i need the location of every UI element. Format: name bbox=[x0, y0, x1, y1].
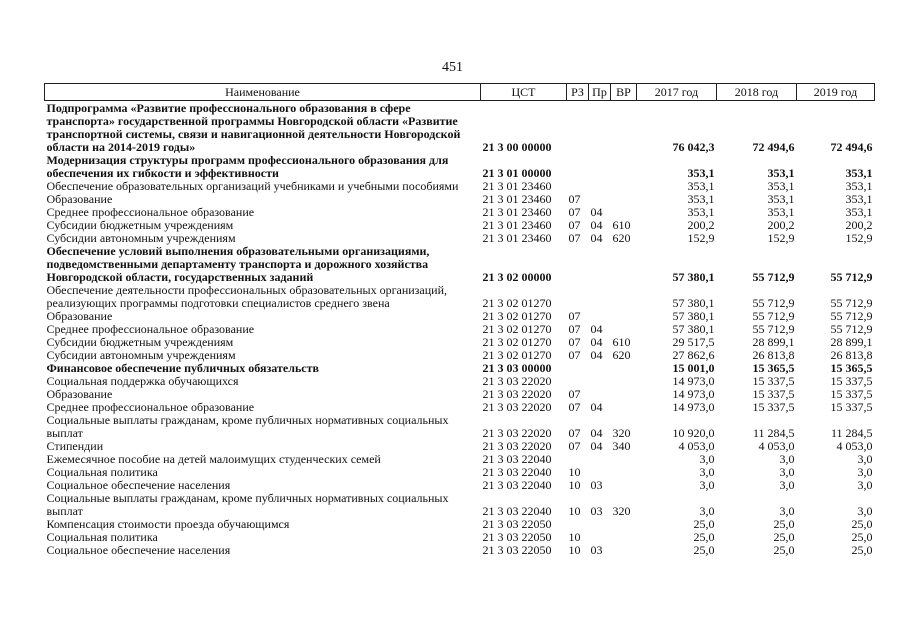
cell-vr bbox=[611, 284, 637, 310]
cell-pr: 04 bbox=[590, 348, 603, 362]
cell-2017: 353,1 bbox=[687, 179, 715, 193]
cell-vr bbox=[611, 310, 637, 323]
cell-2019: 25,0 bbox=[851, 517, 873, 531]
cell-2019: 55 712,9 bbox=[830, 296, 873, 310]
cell-2018: 3,0 bbox=[779, 452, 795, 466]
cell-2017: 14 973,0 bbox=[672, 387, 715, 401]
cell-rz: 07 bbox=[568, 400, 581, 414]
cell-2017: 29 517,5 bbox=[672, 335, 715, 349]
cell-rz: 07 bbox=[568, 426, 581, 440]
cell-name: Обеспечение деятельности профессиональных образовательных организаций, реализующих программы подготовки специалистов среднего звена bbox=[46, 283, 447, 310]
cell-vr: 340 bbox=[612, 439, 631, 453]
cell-2019: 353,1 bbox=[845, 179, 873, 193]
cell-name: Образование bbox=[46, 309, 113, 323]
cell-cst: 21 3 01 23460 bbox=[482, 218, 552, 232]
cell-2017: 353,1 bbox=[687, 192, 715, 206]
cell-vr bbox=[611, 479, 637, 492]
cell-pr: 04 bbox=[590, 231, 603, 245]
cell-2019: 353,1 bbox=[845, 205, 873, 219]
cell-2017: 3,0 bbox=[699, 478, 715, 492]
cell-cst: 21 3 03 22040 bbox=[482, 504, 552, 518]
header-rz: РЗ bbox=[567, 84, 589, 101]
cell-vr: 320 bbox=[612, 504, 631, 518]
cell-rz: 07 bbox=[568, 439, 581, 453]
cell-pr bbox=[589, 154, 611, 180]
cell-rz bbox=[567, 362, 589, 375]
table-header bbox=[45, 84, 875, 101]
cell-rz: 07 bbox=[568, 205, 581, 219]
cell-vr bbox=[611, 193, 637, 206]
cell-2018: 25,0 bbox=[773, 517, 795, 531]
cell-cst: 21 3 02 01270 bbox=[482, 309, 552, 323]
cell-vr bbox=[611, 388, 637, 401]
cell-2018: 55 712,9 bbox=[752, 322, 795, 336]
cell-2019: 25,0 bbox=[851, 530, 873, 544]
cell-name: Социальная политика bbox=[46, 530, 158, 544]
cell-2019: 3,0 bbox=[857, 465, 873, 479]
cell-cst: 21 3 01 23460 bbox=[482, 205, 552, 219]
cell-name: Социальное обеспечение населения bbox=[46, 478, 231, 492]
cell-rz bbox=[567, 284, 589, 310]
table-row bbox=[45, 544, 875, 557]
cell-2017: 10 920,0 bbox=[672, 426, 715, 440]
table-row bbox=[45, 518, 875, 531]
cell-name: Ежемесячное пособие на детей малоимущих студенческих семей bbox=[46, 452, 381, 466]
header-pr: Пр bbox=[589, 84, 611, 101]
cell-rz: 07 bbox=[568, 348, 581, 362]
cell-2017: 152,9 bbox=[687, 231, 715, 245]
cell-2018: 353,1 bbox=[767, 166, 795, 180]
cell-rz: 07 bbox=[568, 231, 581, 245]
table-row bbox=[45, 284, 875, 310]
cell-name: Социальные выплаты гражданам, кроме публичных нормативных социальных выплат bbox=[46, 413, 449, 440]
cell-rz: 07 bbox=[568, 218, 581, 232]
cell-2019: 15 365,5 bbox=[830, 361, 873, 375]
table-row bbox=[45, 453, 875, 466]
cell-vr: 610 bbox=[612, 335, 631, 349]
cell-2018: 3,0 bbox=[779, 504, 795, 518]
cell-rz: 07 bbox=[568, 309, 581, 323]
cell-vr bbox=[611, 544, 637, 557]
cell-pr bbox=[589, 180, 611, 193]
cell-cst: 21 3 02 01270 bbox=[482, 335, 552, 349]
cell-vr bbox=[611, 531, 637, 544]
cell-cst: 21 3 03 22020 bbox=[482, 374, 552, 388]
cell-rz: 07 bbox=[568, 387, 581, 401]
cell-2019: 15 337,5 bbox=[830, 387, 873, 401]
cell-2017: 57 380,1 bbox=[672, 296, 715, 310]
cell-2017: 3,0 bbox=[699, 452, 715, 466]
cell-name: Компенсация стоимости проезда обучающимся bbox=[46, 517, 290, 531]
cell-2017: 3,0 bbox=[699, 465, 715, 479]
cell-2017: 57 380,1 bbox=[672, 309, 715, 323]
cell-pr: 03 bbox=[590, 478, 603, 492]
cell-name: Субсидии автономным учреждениям bbox=[46, 231, 236, 245]
cell-cst: 21 3 03 22040 bbox=[482, 452, 552, 466]
cell-2018: 15 337,5 bbox=[752, 374, 795, 388]
cell-2019: 11 284,5 bbox=[830, 426, 873, 440]
cell-2018: 3,0 bbox=[779, 478, 795, 492]
cell-cst: 21 3 03 00000 bbox=[482, 361, 552, 375]
cell-cst: 21 3 03 22050 bbox=[482, 530, 552, 544]
page-number: 451 bbox=[442, 60, 463, 75]
header-2017: 2017 год bbox=[637, 84, 717, 101]
cell-name: Социальные выплаты гражданам, кроме публичных нормативных социальных выплат bbox=[46, 491, 449, 518]
cell-vr: 620 bbox=[612, 231, 631, 245]
cell-cst: 21 3 02 01270 bbox=[482, 322, 552, 336]
cell-rz: 07 bbox=[568, 335, 581, 349]
table-row bbox=[45, 101, 875, 155]
cell-cst: 21 3 03 22020 bbox=[482, 426, 552, 440]
header-2019: 2019 год bbox=[797, 84, 875, 101]
cell-name: Обеспечение образовательных организаций учебниками и учебными пособиями bbox=[46, 179, 459, 193]
header-row bbox=[45, 84, 875, 101]
cell-2017: 25,0 bbox=[693, 530, 715, 544]
cell-pr: 04 bbox=[590, 439, 603, 453]
table-row bbox=[45, 375, 875, 388]
cell-name: Социальное обеспечение населения bbox=[46, 543, 231, 557]
cell-2019: 353,1 bbox=[845, 166, 873, 180]
cell-2019: 3,0 bbox=[857, 452, 873, 466]
cell-name: Стипендии bbox=[46, 439, 104, 453]
cell-pr bbox=[589, 101, 611, 155]
cell-2019: 3,0 bbox=[857, 478, 873, 492]
cell-pr bbox=[589, 518, 611, 531]
cell-2019: 25,0 bbox=[851, 543, 873, 557]
cell-rz: 10 bbox=[568, 465, 581, 479]
cell-name: Подпрограмма «Развитие профессионального образования в сфере транспорта» государственной программы Новгородской области «Развитие транспортной системы, связи и навигационной деятельности Новгородской области на 2014-2019 годы» bbox=[46, 101, 461, 154]
cell-2018: 25,0 bbox=[773, 530, 795, 544]
cell-2019: 3,0 bbox=[857, 504, 873, 518]
header-vr: ВР bbox=[611, 84, 637, 101]
cell-2019: 72 494,6 bbox=[830, 140, 873, 154]
table-row bbox=[45, 180, 875, 193]
cell-2019: 26 813,8 bbox=[830, 348, 873, 362]
cell-name: Образование bbox=[46, 192, 113, 206]
cell-vr: 610 bbox=[612, 218, 631, 232]
cell-2019: 200,2 bbox=[845, 218, 873, 232]
cell-2017: 76 042,3 bbox=[672, 140, 715, 154]
cell-2018: 28 899,1 bbox=[752, 335, 795, 349]
cell-name: Субсидии бюджетным учреждениям bbox=[46, 218, 234, 232]
cell-2017: 14 973,0 bbox=[672, 374, 715, 388]
cell-2018: 55 712,9 bbox=[752, 296, 795, 310]
cell-rz: 07 bbox=[568, 192, 581, 206]
cell-cst: 21 3 03 22040 bbox=[482, 465, 552, 479]
table-row bbox=[45, 492, 875, 518]
cell-2019: 4 053,0 bbox=[836, 439, 873, 453]
cell-pr bbox=[589, 284, 611, 310]
cell-name: Финансовое обеспечение публичных обязательств bbox=[46, 361, 319, 375]
cell-2019: 55 712,9 bbox=[830, 322, 873, 336]
cell-vr: 620 bbox=[612, 348, 631, 362]
cell-2018: 200,2 bbox=[767, 218, 795, 232]
cell-name: Субсидии автономным учреждениям bbox=[46, 348, 236, 362]
table-row bbox=[45, 245, 875, 284]
cell-vr bbox=[611, 401, 637, 414]
cell-2019: 15 337,5 bbox=[830, 374, 873, 388]
cell-2018: 25,0 bbox=[773, 543, 795, 557]
cell-pr bbox=[589, 245, 611, 284]
cell-2017: 57 380,1 bbox=[672, 270, 715, 284]
cell-2019: 28 899,1 bbox=[830, 335, 873, 349]
cell-2018: 152,9 bbox=[767, 231, 795, 245]
cell-name: Среднее профессиональное образование bbox=[46, 205, 255, 219]
cell-2018: 15 365,5 bbox=[752, 361, 795, 375]
cell-cst: 21 3 02 00000 bbox=[482, 270, 552, 284]
cell-vr bbox=[611, 101, 637, 155]
cell-cst: 21 3 02 01270 bbox=[482, 348, 552, 362]
cell-cst: 21 3 01 23460 bbox=[482, 179, 552, 193]
cell-pr: 04 bbox=[590, 335, 603, 349]
cell-pr: 04 bbox=[590, 218, 603, 232]
cell-cst: 21 3 03 22050 bbox=[482, 543, 552, 557]
cell-vr bbox=[611, 466, 637, 479]
cell-rz bbox=[567, 154, 589, 180]
cell-2018: 11 284,5 bbox=[752, 426, 795, 440]
cell-name: Обеспечение условий выполнения образовательными организациями, подведомственными департаменту транспорта и дорожного хозяйства Новгородской области, государственных заданий bbox=[46, 244, 430, 284]
cell-vr bbox=[611, 245, 637, 284]
cell-pr bbox=[589, 362, 611, 375]
cell-pr: 03 bbox=[590, 543, 603, 557]
cell-name: Образование bbox=[46, 387, 113, 401]
cell-2017: 25,0 bbox=[693, 517, 715, 531]
cell-name: Социальная поддержка обучающихся bbox=[46, 374, 239, 388]
cell-pr bbox=[589, 375, 611, 388]
budget-table bbox=[44, 83, 875, 557]
cell-cst: 21 3 03 22020 bbox=[482, 400, 552, 414]
cell-2018: 72 494,6 bbox=[752, 140, 795, 154]
cell-cst: 21 3 03 22020 bbox=[482, 387, 552, 401]
cell-2019: 15 337,5 bbox=[830, 400, 873, 414]
cell-pr: 04 bbox=[590, 205, 603, 219]
cell-vr bbox=[611, 180, 637, 193]
cell-vr bbox=[611, 154, 637, 180]
table-row bbox=[45, 154, 875, 180]
cell-2017: 15 001,0 bbox=[672, 361, 715, 375]
cell-2017: 353,1 bbox=[687, 205, 715, 219]
cell-2019: 55 712,9 bbox=[830, 309, 873, 323]
cell-vr bbox=[611, 518, 637, 531]
table-body bbox=[45, 101, 875, 558]
cell-2018: 15 337,5 bbox=[752, 387, 795, 401]
cell-2018: 353,1 bbox=[767, 205, 795, 219]
cell-2017: 353,1 bbox=[687, 166, 715, 180]
cell-2018: 55 712,9 bbox=[752, 270, 795, 284]
cell-2018: 15 337,5 bbox=[752, 400, 795, 414]
cell-cst: 21 3 03 22040 bbox=[482, 478, 552, 492]
cell-cst: 21 3 01 00000 bbox=[482, 166, 552, 180]
cell-2018: 353,1 bbox=[767, 179, 795, 193]
cell-2018: 4 053,0 bbox=[758, 439, 795, 453]
cell-vr bbox=[611, 375, 637, 388]
cell-vr bbox=[611, 362, 637, 375]
cell-pr: 04 bbox=[590, 426, 603, 440]
cell-2019: 353,1 bbox=[845, 192, 873, 206]
cell-name: Среднее профессиональное образование bbox=[46, 322, 255, 336]
cell-pr: 04 bbox=[590, 400, 603, 414]
cell-2019: 55 712,9 bbox=[830, 270, 873, 284]
cell-2017: 57 380,1 bbox=[672, 322, 715, 336]
cell-2017: 3,0 bbox=[699, 504, 715, 518]
cell-2017: 200,2 bbox=[687, 218, 715, 232]
cell-cst: 21 3 02 01270 bbox=[482, 296, 552, 310]
header-2018: 2018 год bbox=[717, 84, 797, 101]
cell-name: Среднее профессиональное образование bbox=[46, 400, 255, 414]
cell-2019: 152,9 bbox=[845, 231, 873, 245]
cell-rz: 10 bbox=[568, 543, 581, 557]
cell-rz: 10 bbox=[568, 504, 581, 518]
cell-2017: 14 973,0 bbox=[672, 400, 715, 414]
cell-cst: 21 3 00 00000 bbox=[482, 140, 552, 154]
cell-2018: 353,1 bbox=[767, 192, 795, 206]
cell-rz: 10 bbox=[568, 530, 581, 544]
cell-cst: 21 3 03 22020 bbox=[482, 439, 552, 453]
cell-pr: 04 bbox=[590, 322, 603, 336]
cell-name: Социальная политика bbox=[46, 465, 158, 479]
cell-rz bbox=[567, 245, 589, 284]
cell-2018: 26 813,8 bbox=[752, 348, 795, 362]
cell-pr: 03 bbox=[590, 504, 603, 518]
cell-rz: 07 bbox=[568, 322, 581, 336]
cell-vr: 320 bbox=[612, 426, 631, 440]
cell-pr bbox=[589, 453, 611, 466]
table-row bbox=[45, 414, 875, 440]
cell-vr bbox=[611, 453, 637, 466]
cell-2018: 55 712,9 bbox=[752, 309, 795, 323]
cell-name: Модернизация структуры программ профессионального образования для обеспечения их гибкости и эффективности bbox=[46, 153, 449, 180]
cell-2017: 4 053,0 bbox=[678, 439, 715, 453]
cell-2018: 3,0 bbox=[779, 465, 795, 479]
cell-name: Субсидии бюджетным учреждениям bbox=[46, 335, 234, 349]
header-cst: ЦСТ bbox=[481, 84, 567, 101]
cell-cst: 21 3 01 23460 bbox=[482, 231, 552, 245]
header-name: Наименование bbox=[45, 84, 481, 101]
cell-2017: 25,0 bbox=[693, 543, 715, 557]
cell-rz: 10 bbox=[568, 478, 581, 492]
cell-cst: 21 3 03 22050 bbox=[482, 517, 552, 531]
cell-cst: 21 3 01 23460 bbox=[482, 192, 552, 206]
cell-2017: 27 862,6 bbox=[672, 348, 715, 362]
cell-rz bbox=[567, 101, 589, 155]
